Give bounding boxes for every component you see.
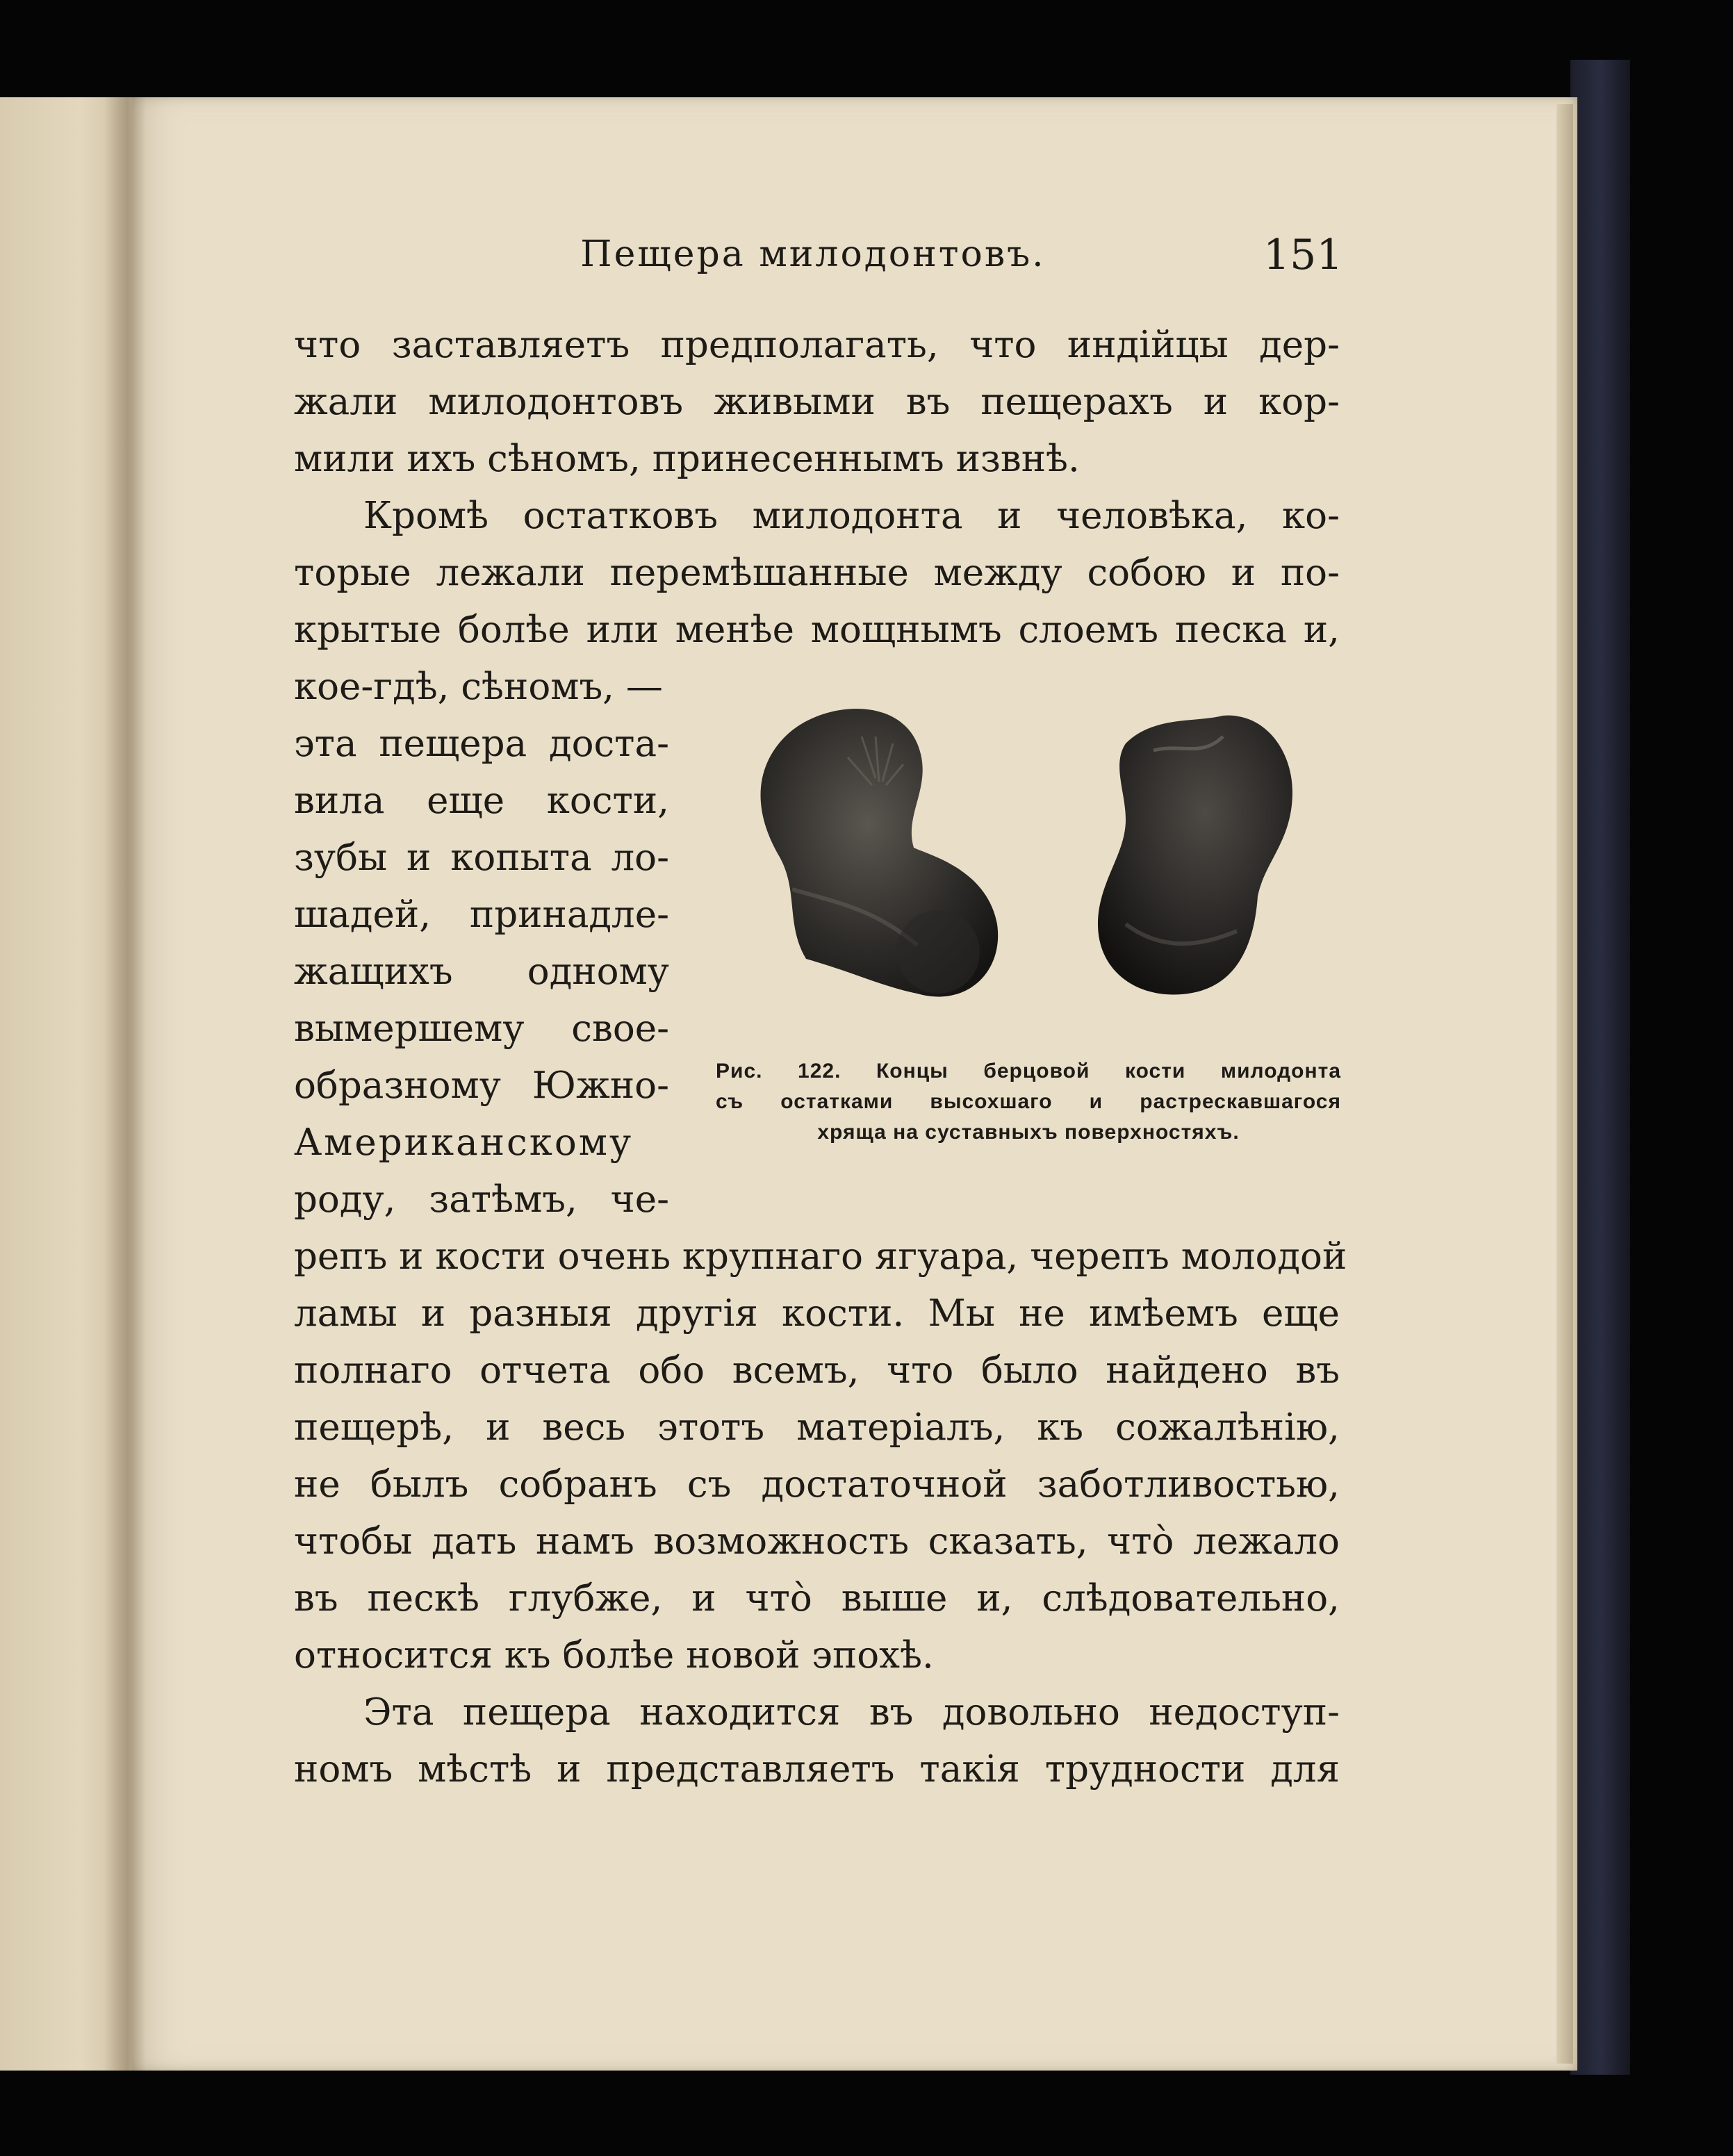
page-edge [1557, 104, 1573, 2064]
text-line: Американскому [294, 1121, 634, 1164]
book-cover-edge [1570, 60, 1630, 2075]
text-line: образному Южно- [294, 1064, 669, 1107]
bone-end-right [1098, 716, 1292, 995]
text-line: въ пескѣ глубже, и что̀ выше и, слѣдовательно, [294, 1577, 1340, 1620]
text-line: кое-гдѣ, сѣномъ, — [294, 666, 663, 708]
caption-line: хряща на суставныхъ поверхностяхъ. [817, 1121, 1240, 1144]
text-line: жали милодонтовъ живыми въ пещерахъ и кор- [294, 381, 1340, 423]
book-gutter [104, 97, 146, 2071]
figure-bone-photos [737, 695, 1320, 1021]
text-line: ламы и разныя другія кости. Мы не имѣемъ еще [294, 1292, 1340, 1335]
text-line: зубы и копыта ло- [294, 837, 669, 879]
page-number: 151 [1263, 231, 1343, 279]
text-line: относится къ болѣе новой эпохѣ. [294, 1634, 934, 1677]
figure-caption [716, 1056, 1341, 1148]
text-line: шадей, принадле- [294, 894, 669, 936]
running-title: Пещера милодонтовъ. [580, 233, 1046, 275]
text-line: что заставляетъ предполагать, что индійцы дер- [294, 324, 1340, 366]
text-line: пещерѣ, и весь этотъ матеріалъ, къ сожалѣнію, [294, 1406, 1340, 1449]
text-line: роду, затѣмъ, че- [294, 1178, 669, 1221]
bone-end-left [761, 709, 999, 996]
text-line: торые лежали перемѣшанные между собою и по- [294, 552, 1340, 594]
text-line: не былъ собранъ съ достаточной заботливостью, [294, 1463, 1340, 1506]
text-line: чтобы дать намъ возможность сказать, что̀ лежало [294, 1520, 1340, 1563]
text-line: Кромѣ остатковъ милодонта и человѣка, ко- [363, 495, 1340, 537]
caption-line: Рис. 122. Концы берцовой кости милодонта [716, 1060, 1341, 1083]
text-line: крытые болѣе или менѣе мощнымъ слоемъ песка и, [294, 609, 1340, 651]
text-line: вила еще кости, [294, 780, 669, 822]
text-line: эта пещера доста- [294, 723, 669, 765]
caption-line: съ остатками высохшаго и растрескавшагося [716, 1090, 1341, 1113]
text-line: жащихъ одному [294, 951, 669, 993]
text-line: Эта пещера находится въ довольно недоступ- [363, 1691, 1340, 1734]
text-line: полнаго отчета обо всемъ, что было найдено въ [294, 1349, 1340, 1392]
text-line: вымершему свое- [294, 1007, 669, 1050]
text-line: номъ мѣстѣ и представляетъ такія трудности для [294, 1748, 1340, 1791]
text-line: репъ и кости очень крупнаго ягуара, черепъ молодой [294, 1235, 1347, 1278]
text-line: мили ихъ сѣномъ, принесеннымъ извнѣ. [294, 438, 1080, 480]
